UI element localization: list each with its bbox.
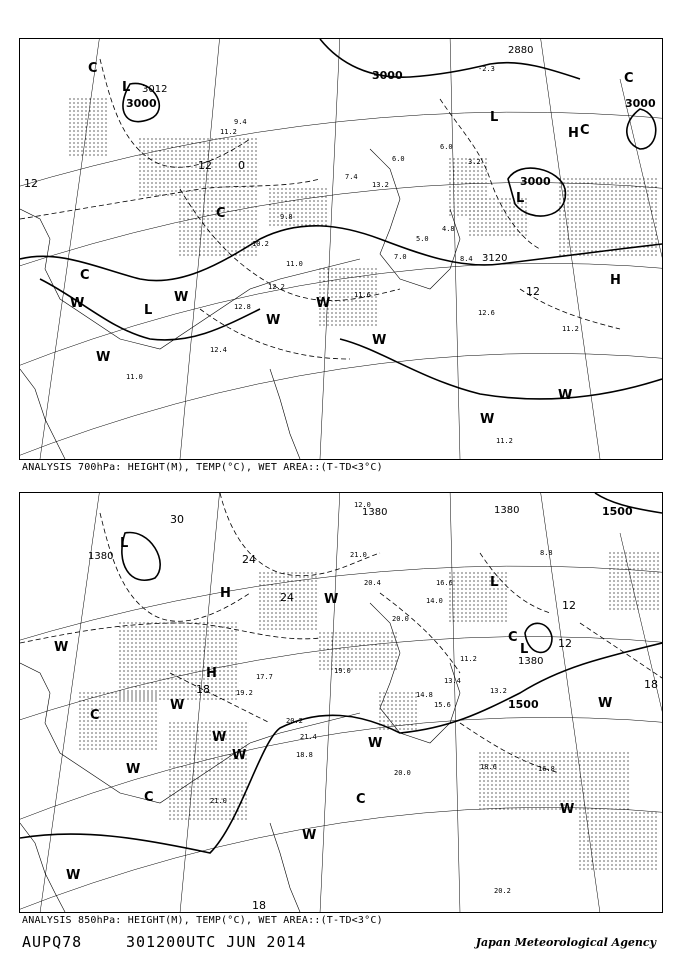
station-obs: 12.8 <box>234 303 251 311</box>
warm-center-label: W <box>480 412 495 427</box>
station-obs: 5.0 <box>416 235 429 243</box>
station-obs: 4.8 <box>442 225 455 233</box>
cold-center-label: C <box>216 206 226 221</box>
cold-center-label: C <box>624 71 634 86</box>
warm-center-label: W <box>302 828 317 843</box>
cold-center-label: C <box>356 792 366 807</box>
agency-credit: Japan Meteorological Agency <box>475 936 656 949</box>
station-obs: 8.4 <box>460 255 473 263</box>
isotherms <box>20 493 662 773</box>
warm-center-label: W <box>54 640 69 655</box>
height-label: 1500 <box>602 505 633 518</box>
height-labels <box>88 505 633 711</box>
low-center-label: L <box>520 642 529 657</box>
cold-center-label: C <box>90 708 100 723</box>
station-obs: 20.2 <box>286 717 303 725</box>
temp-label: 18 <box>196 683 210 696</box>
height-label: 3000 <box>126 97 157 110</box>
height-contours <box>20 39 662 399</box>
station-obs: 20.0 <box>392 615 409 623</box>
high-center-label: H <box>568 126 579 141</box>
cold-center-label: C <box>88 61 98 76</box>
temp-label: 24 <box>242 553 256 566</box>
height-label: 3000 <box>625 97 656 110</box>
station-obs: 11.2 <box>562 325 579 333</box>
valid-time: 301200UTC JUN 2014 <box>126 933 307 951</box>
temp-label: 30 <box>170 513 184 526</box>
warm-center-label: W <box>70 296 85 311</box>
height-label: 1380 <box>362 507 388 518</box>
station-obs: 13.2 <box>490 687 507 695</box>
station-obs: 12.0 <box>354 501 371 509</box>
map-panel-700hpa <box>19 38 663 460</box>
station-obs: 21.0 <box>210 797 227 805</box>
warm-center-label: W <box>560 802 575 817</box>
station-obs: 20.2 <box>494 887 511 895</box>
temp-label: 0 <box>238 159 245 172</box>
station-obs: 18.6 <box>480 763 497 771</box>
warm-center-label: W <box>324 592 339 607</box>
graticule <box>20 493 662 912</box>
station-obs: -2.3 <box>478 65 495 73</box>
station-obs: 17.7 <box>256 673 273 681</box>
warm-center-label: W <box>66 868 81 883</box>
low-center-label: L <box>144 303 153 318</box>
station-obs: 16.8 <box>538 765 555 773</box>
warm-center-label: W <box>96 350 111 365</box>
warm-center-label: W <box>558 388 573 403</box>
warm-center-label: W <box>126 762 141 777</box>
height-label: 1500 <box>508 698 539 711</box>
station-obs: 21.0 <box>350 551 367 559</box>
temp-label: 12 <box>562 599 576 612</box>
temp-label: 12 <box>558 637 572 650</box>
low-center-label: L <box>120 536 129 551</box>
warm-center-label: W <box>232 748 247 763</box>
station-obs: 20.4 <box>364 579 381 587</box>
height-label: 3000 <box>520 175 551 188</box>
caption-700hpa: ANALYSIS 700hPa: HEIGHT(M), TEMP(°C), WET AREA::(T-TD<3°C) <box>22 462 383 473</box>
warm-center-label: W <box>372 333 387 348</box>
height-label: 1380 <box>88 551 114 562</box>
warm-center-label: W <box>316 296 331 311</box>
temp-label: 12 <box>198 159 212 172</box>
station-obs: 19.2 <box>236 689 253 697</box>
station-obs: 11.0 <box>286 260 303 268</box>
cold-center-label: C <box>80 268 90 283</box>
height-label: 1380 <box>494 505 520 516</box>
temp-label: 12 <box>526 285 540 298</box>
station-obs: 12.6 <box>478 309 495 317</box>
warm-center-label: W <box>598 696 613 711</box>
warm-center-label: W <box>174 290 189 305</box>
height-label: 3120 <box>482 253 508 264</box>
map-700hpa-svg <box>20 39 662 459</box>
station-obs: 7.4 <box>345 173 358 181</box>
station-obs: 9.4 <box>234 118 247 126</box>
temp-label: 18 <box>252 899 266 912</box>
station-obs: 18.8 <box>296 751 313 759</box>
isotherms <box>20 59 620 359</box>
station-obs: 11.2 <box>460 655 477 663</box>
temp-labels <box>24 159 540 298</box>
temp-labels <box>170 513 658 912</box>
high-center-label: H <box>610 273 621 288</box>
low-center-label: L <box>516 191 525 206</box>
station-obs: 13.2 <box>372 181 389 189</box>
low-center-label: L <box>122 80 131 95</box>
height-label: 1380 <box>518 656 544 667</box>
station-obs: 7.0 <box>394 253 407 261</box>
warm-center-label: W <box>266 313 281 328</box>
temp-label: 18 <box>644 678 658 691</box>
station-obs: 11.0 <box>126 373 143 381</box>
chart-code: AUPQ78 <box>22 933 83 951</box>
station-plots <box>210 501 555 895</box>
temp-label: 12 <box>24 177 38 190</box>
station-obs: 21.4 <box>300 733 317 741</box>
height-label: 2880 <box>508 45 534 56</box>
high-center-label: H <box>220 586 231 601</box>
temp-label: 24 <box>280 591 294 604</box>
high-center-label: H <box>206 666 217 681</box>
station-obs: 6.0 <box>392 155 405 163</box>
cold-center-label: C <box>580 123 590 138</box>
warm-center-label: W <box>212 730 227 745</box>
station-obs: 8.8 <box>540 549 553 557</box>
station-obs: 10.2 <box>252 240 269 248</box>
map-panel-850hpa <box>19 492 663 913</box>
station-obs: 11.6 <box>354 291 371 299</box>
caption-850hpa: ANALYSIS 850hPa: HEIGHT(M), TEMP(°C), WET AREA::(T-TD<3°C) <box>22 915 383 926</box>
station-obs: 9.8 <box>280 213 293 221</box>
station-plots <box>126 65 579 445</box>
station-obs: 16.6 <box>436 579 453 587</box>
station-obs: 6.0 <box>440 143 453 151</box>
station-obs: 3.2 <box>468 158 481 166</box>
station-obs: 12.2 <box>268 283 285 291</box>
warm-center-label: W <box>368 736 383 751</box>
station-obs: 20.0 <box>394 769 411 777</box>
low-center-label: L <box>490 110 499 125</box>
station-obs: 19.0 <box>334 667 351 675</box>
station-obs: 13.4 <box>444 677 461 685</box>
height-label: 3000 <box>372 69 403 82</box>
station-obs: 12.4 <box>210 346 227 354</box>
cold-center-label: C <box>508 630 518 645</box>
cold-center-label: C <box>144 790 154 805</box>
station-obs: 11.2 <box>220 128 237 136</box>
station-obs: 14.0 <box>426 597 443 605</box>
station-obs: 15.6 <box>434 701 451 709</box>
station-obs: 14.8 <box>416 691 433 699</box>
warm-center-label: W <box>170 698 185 713</box>
low-center-label: L <box>490 575 499 590</box>
station-obs: 11.2 <box>496 437 513 445</box>
height-label: 3012 <box>142 84 168 95</box>
map-850hpa-svg <box>20 493 662 912</box>
